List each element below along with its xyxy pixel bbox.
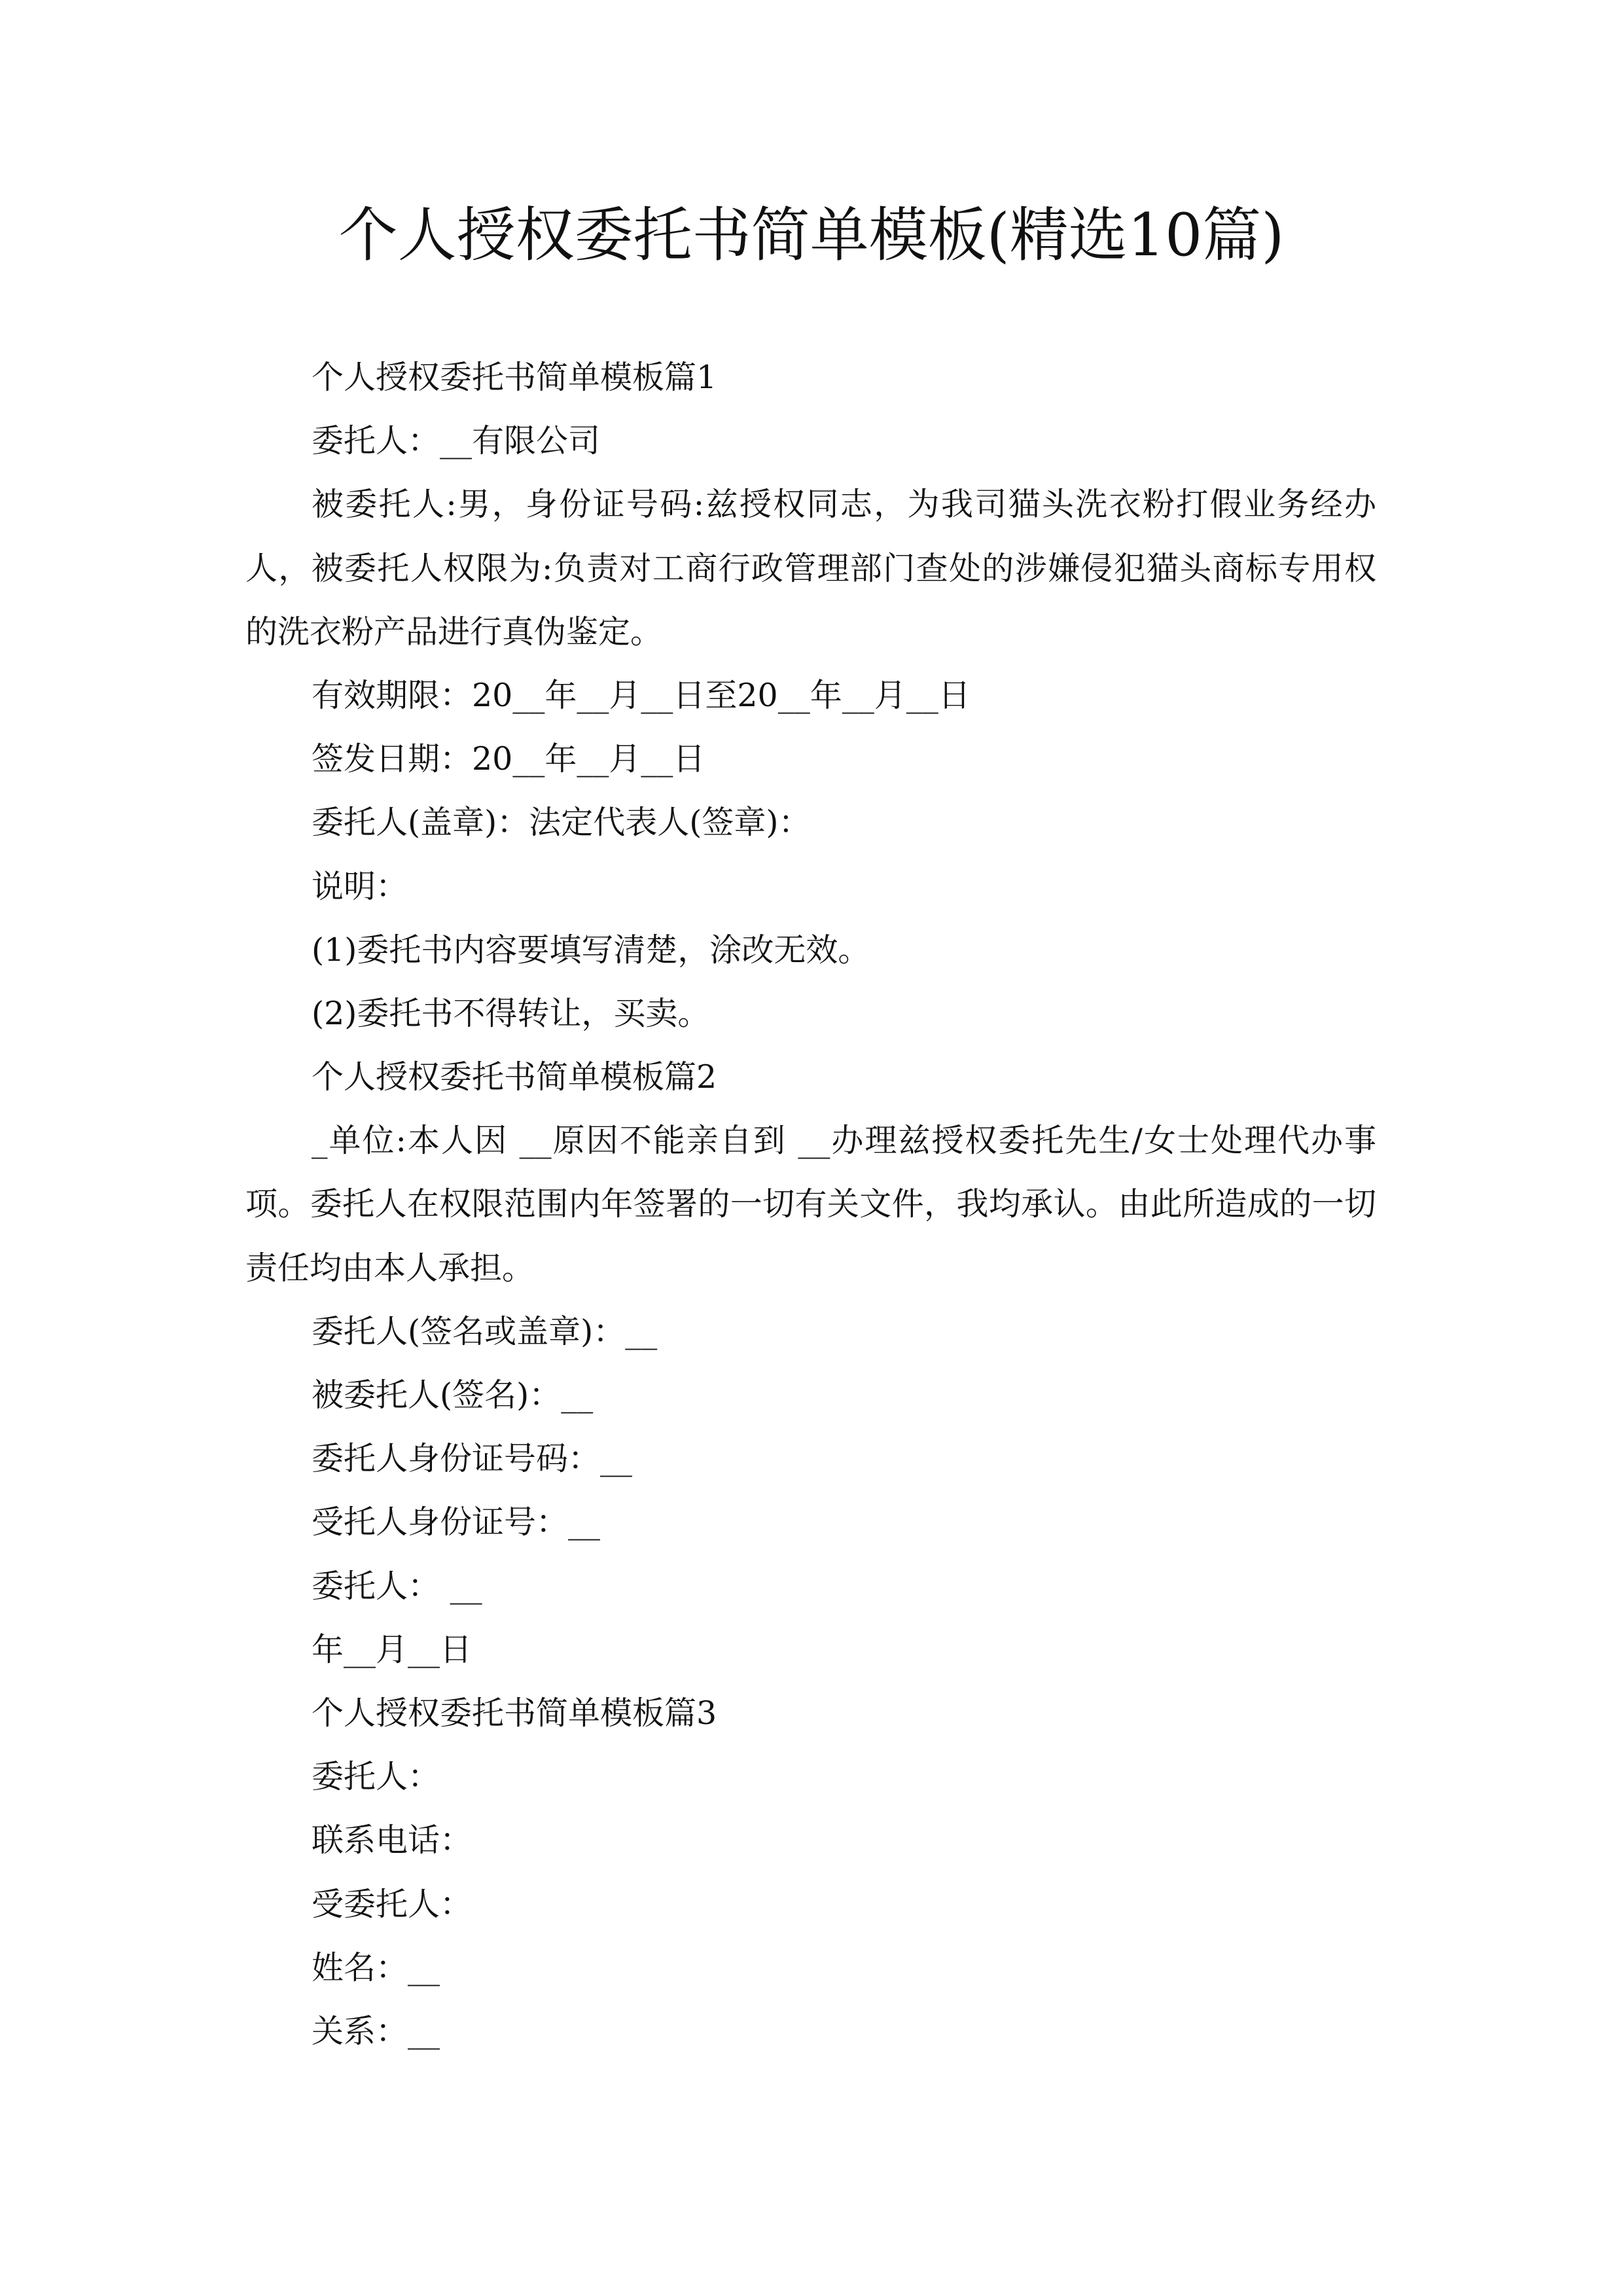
document-body xyxy=(245,346,1376,2063)
paragraph xyxy=(245,1427,1376,1490)
text-line: 人，被委托人权限为:负责对工商行政管理部门查处的涉嫌侵犯猫头商标专用权 xyxy=(245,549,1376,587)
paragraph xyxy=(245,1045,1376,1109)
paragraph xyxy=(245,1873,1376,1936)
paragraph xyxy=(245,1681,1376,1745)
text-line: 姓名：__ xyxy=(312,1948,440,1986)
paragraph xyxy=(245,1554,1376,1618)
paragraph xyxy=(245,982,1376,1045)
text-line: 委托人(盖章)：法定代表人(签章)： xyxy=(312,804,811,842)
paragraph xyxy=(245,1300,1376,1363)
text-line: 年__月__日 xyxy=(312,1630,473,1668)
text-line: 委托人：__有限公司 xyxy=(312,422,601,460)
text-line: 个人授权委托书简单模板篇3 xyxy=(312,1694,717,1732)
paragraph xyxy=(245,1618,1376,1681)
text-line: 委托人(签名或盖章)：__ xyxy=(312,1312,658,1350)
text-line: 个人授权委托书简单模板篇2 xyxy=(312,1058,717,1096)
paragraph xyxy=(245,473,1376,664)
document-title: 个人授权委托书简单模板(精选10篇) xyxy=(338,201,1285,270)
paragraph xyxy=(245,918,1376,982)
text-line: 委托人： xyxy=(312,1758,440,1796)
text-line: 的洗衣粉产品进行真伪鉴定。 xyxy=(245,613,663,651)
paragraph xyxy=(245,2000,1376,2063)
text-line: 委托人身份证号码：__ xyxy=(312,1440,633,1478)
paragraph xyxy=(245,409,1376,473)
text-line: 受委托人： xyxy=(312,1885,473,1923)
paragraph xyxy=(245,855,1376,918)
text-line: 受托人身份证号：__ xyxy=(312,1503,601,1541)
text-line: 被委托人:男，身份证号码:兹授权同志，为我司猫头洗衣粉打假业务经办 xyxy=(312,486,1376,524)
text-line: 项。委托人在权限范围内年签署的一切有关文件，我均承认。由此所造成的一切 xyxy=(245,1185,1376,1223)
paragraph xyxy=(245,727,1376,791)
text-line: 签发日期：20__年__月__日 xyxy=(312,740,705,778)
paragraph xyxy=(245,1808,1376,1872)
text-line: (1)委托书内容要填写清楚，涂改无效。 xyxy=(312,931,870,969)
paragraph xyxy=(245,1363,1376,1427)
text-line: 关系：__ xyxy=(312,2012,440,2050)
text-line: _单位:本人因 __原因不能亲自到 __办理兹授权委托先生/女士处理代办事 xyxy=(312,1122,1376,1160)
text-line: 被委托人(签名)：__ xyxy=(312,1376,594,1414)
text-line: 联系电话： xyxy=(312,1821,473,1859)
text-line: 委托人： __ xyxy=(312,1567,482,1605)
text-line: 有效期限：20__年__月__日至20__年__月__日 xyxy=(312,676,971,714)
paragraph xyxy=(245,791,1376,854)
text-line: 说明： xyxy=(312,867,408,905)
paragraph xyxy=(245,1745,1376,1808)
text-line: (2)委托书不得转让，买卖。 xyxy=(312,994,710,1032)
paragraph xyxy=(245,1936,1376,2000)
paragraph xyxy=(245,346,1376,409)
paragraph xyxy=(245,1490,1376,1554)
text-line: 个人授权委托书简单模板篇1 xyxy=(312,359,717,396)
text-line: 责任均由本人承担。 xyxy=(245,1249,535,1287)
paragraph xyxy=(245,664,1376,727)
paragraph xyxy=(245,1109,1376,1300)
